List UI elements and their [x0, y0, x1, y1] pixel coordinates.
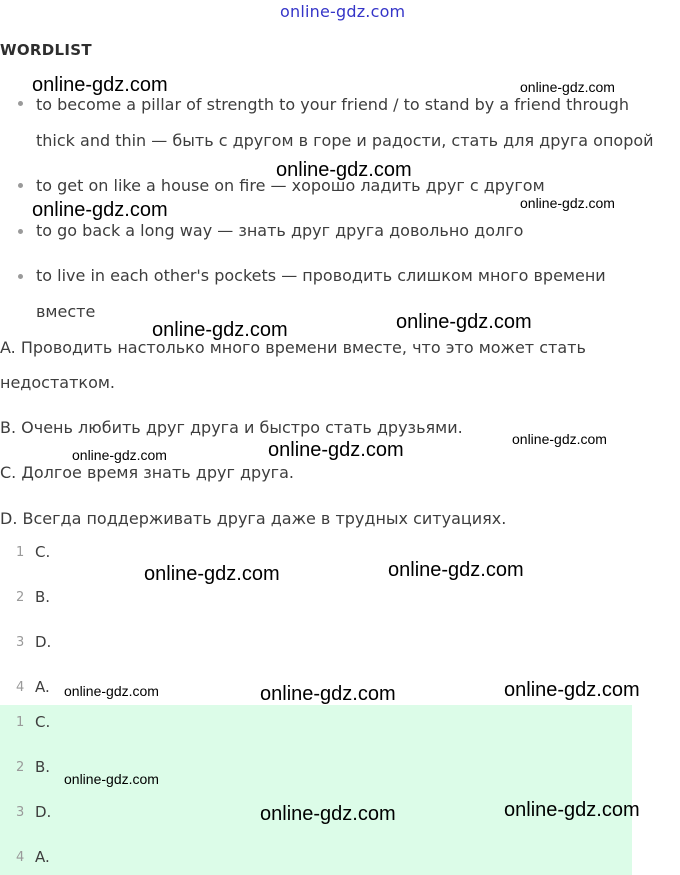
site-header-mark[interactable]: online-gdz.com	[280, 2, 406, 21]
correct-answer-value: A.	[35, 848, 50, 866]
correct-answer-value: B.	[35, 758, 51, 776]
correct-answer-value: C.	[35, 713, 51, 731]
watermark: online-gdz.com	[152, 319, 288, 341]
answer-value: C.	[35, 543, 51, 561]
answer-number: 4	[16, 680, 25, 695]
option-a-line-1: A. Проводить настолько много времени вместе, что это может стать	[0, 338, 586, 357]
watermark: online-gdz.com	[396, 311, 532, 333]
option-a-line-2: недостатком.	[0, 373, 116, 392]
watermark: online-gdz.com	[388, 559, 524, 581]
correct-answer-number: 2	[16, 760, 25, 775]
watermark: online-gdz.com	[512, 431, 607, 447]
watermark: online-gdz.com	[520, 195, 615, 211]
watermark: online-gdz.com	[504, 799, 640, 821]
watermark: online-gdz.com	[32, 74, 168, 96]
wordlist-title: WORDLIST	[0, 41, 92, 59]
correct-answer-number: 4	[16, 850, 25, 865]
watermark: online-gdz.com	[64, 683, 159, 699]
wordlist-item-1-line-2: thick and thin — быть с другом в горе и радости, стать для друга опорой	[36, 131, 654, 150]
correct-answer-number: 3	[16, 805, 25, 820]
watermark: online-gdz.com	[504, 679, 640, 701]
answer-number: 3	[16, 635, 25, 650]
correct-answers-box	[0, 705, 632, 875]
option-b: B. Очень любить друг друга и быстро стать друзьями.	[0, 418, 463, 437]
wordlist-item-4-line-2: вместе	[36, 302, 96, 321]
watermark: online-gdz.com	[72, 447, 167, 463]
correct-answer-number: 1	[16, 715, 25, 730]
bullet-icon	[18, 229, 23, 234]
answer-value: A.	[35, 678, 50, 696]
answer-number: 1	[16, 545, 25, 560]
wordlist-item-4-line-1: to live in each other's pockets — проводить слишком много времени	[36, 266, 606, 285]
watermark: online-gdz.com	[144, 563, 280, 585]
watermark: online-gdz.com	[276, 159, 412, 181]
correct-answer-value: D.	[35, 803, 52, 821]
bullet-icon	[18, 274, 23, 279]
answer-value: B.	[35, 588, 51, 606]
answer-number: 2	[16, 590, 25, 605]
wordlist-item-3: to go back a long way — знать друг друга довольно долго	[36, 221, 524, 240]
watermark: online-gdz.com	[520, 79, 615, 95]
watermark: online-gdz.com	[32, 199, 168, 221]
watermark: online-gdz.com	[64, 771, 159, 787]
option-c: C. Долгое время знать друг друга.	[0, 463, 294, 482]
watermark: online-gdz.com	[260, 683, 396, 705]
answer-value: D.	[35, 633, 52, 651]
wordlist-item-1-line-1: to become a pillar of strength to your friend / to stand by a friend through	[36, 95, 629, 114]
watermark: online-gdz.com	[260, 803, 396, 825]
bullet-icon	[18, 183, 23, 188]
option-d: D. Всегда поддерживать друга даже в трудных ситуациях.	[0, 509, 507, 528]
watermark: online-gdz.com	[268, 439, 404, 461]
bullet-icon	[18, 101, 23, 106]
wordlist-item-2: to get on like a house on fire — хорошо ладить друг с другом	[36, 176, 545, 195]
